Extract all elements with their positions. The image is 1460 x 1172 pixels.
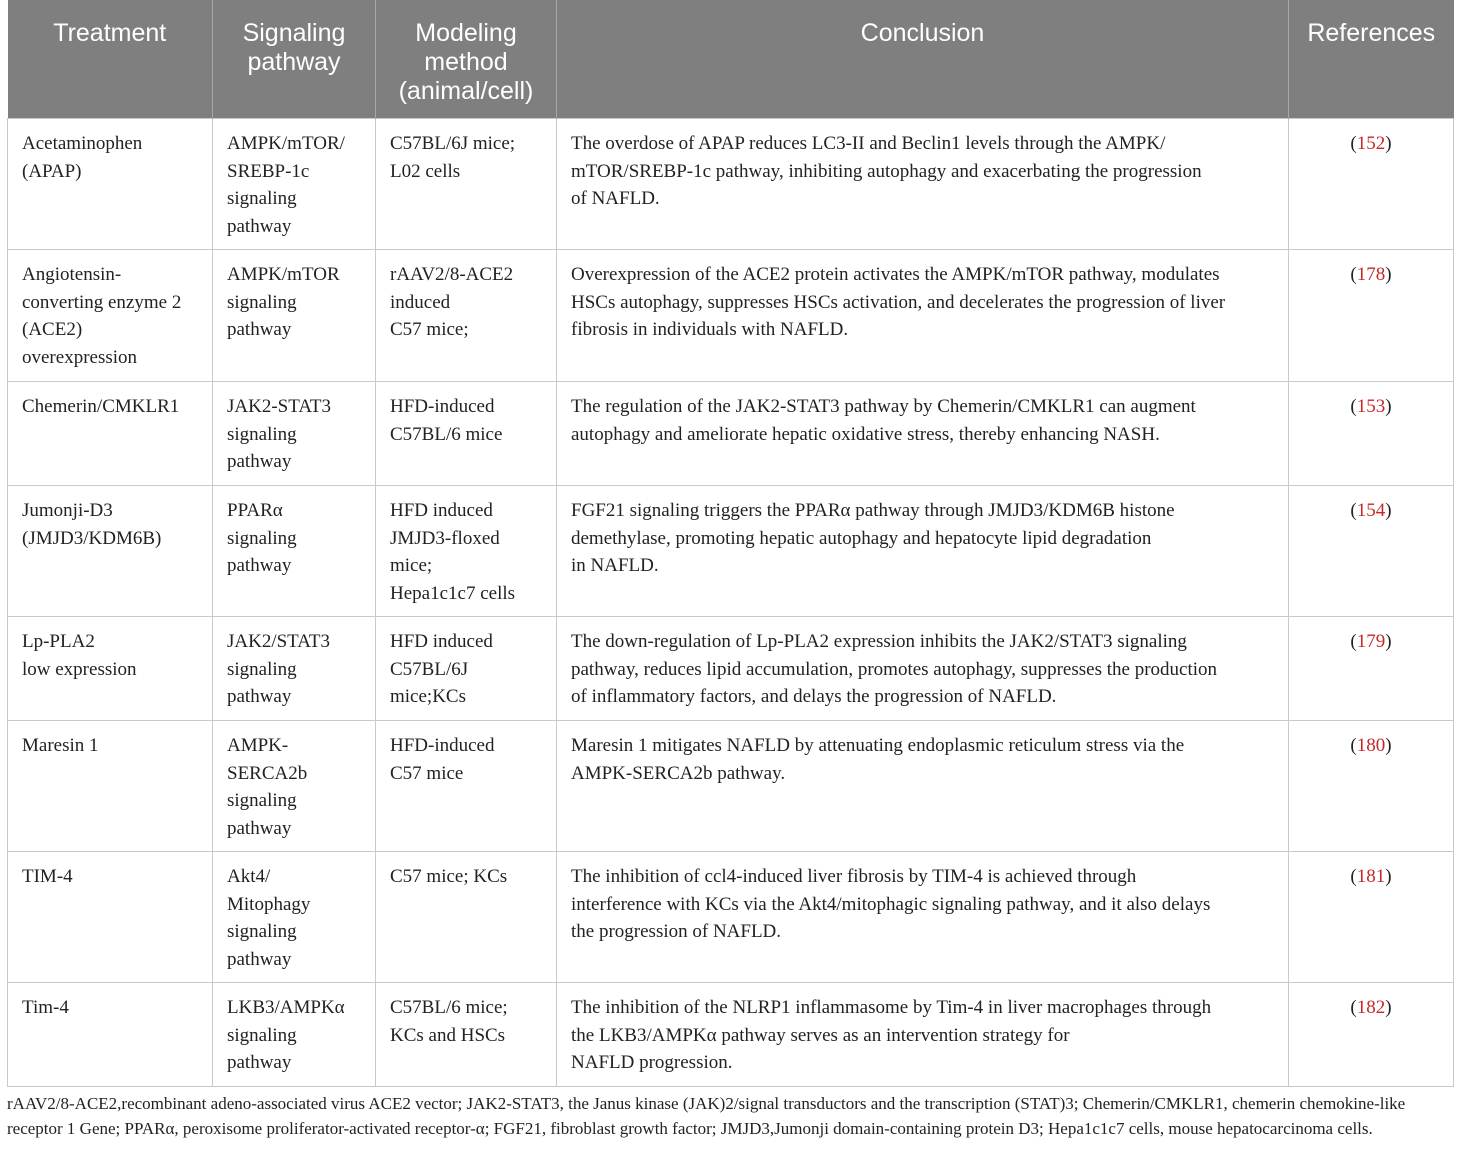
cell-line: AMPK-SERCA2b pathway. [571, 762, 786, 784]
model-cell [376, 250, 557, 382]
reference-cell: (153) [1289, 382, 1454, 486]
treatment-cell [8, 983, 213, 1087]
cell-line: JAK2/STAT3 [227, 631, 330, 652]
cell-line: Hepa1c1c7 cells [390, 583, 516, 605]
table-row [8, 382, 1454, 486]
conclusion-cell [557, 250, 1289, 382]
reference-cell: (154) [1289, 486, 1454, 617]
cell-line: JAK2-STAT3 [227, 396, 332, 417]
cell-line: HFD induced [390, 500, 493, 521]
cell-line: autophagy and ameliorate hepatic oxidative stress, thereby enhancing NASH. [571, 423, 1160, 445]
cell-line: C57BL/6 mice; [390, 997, 508, 1018]
cell-line: pathway [227, 216, 292, 238]
cell-line: Tim-4 [22, 997, 69, 1018]
table-row [8, 486, 1454, 617]
cell-line: the LKB3/AMPKα pathway serves as an intervention strategy for [571, 1024, 1070, 1046]
model-cell [376, 382, 557, 486]
reference-link[interactable]: 181 [1356, 866, 1386, 887]
pathway-cell [213, 486, 376, 617]
treatment-cell [8, 382, 213, 486]
data-table [7, 0, 1454, 1087]
cell-line: pathway [227, 451, 292, 473]
cell-line: pathway [227, 686, 292, 708]
table-body [8, 119, 1454, 1087]
reference-cell: (182) [1289, 983, 1454, 1087]
header-conclusion: Conclusion [557, 0, 1289, 119]
cell-line: The down-regulation of Lp-PLA2 expression inhibits the JAK2/STAT3 signaling [571, 631, 1187, 652]
cell-line: pathway [227, 818, 292, 840]
treatment-cell [8, 486, 213, 617]
cell-line: The overdose of APAP reduces LC3-II and Beclin1 levels through the AMPK/ [571, 133, 1166, 154]
pathway-cell [213, 382, 376, 486]
model-cell [376, 852, 557, 983]
pathway-cell [213, 983, 376, 1087]
model-cell [376, 617, 557, 721]
treatment-cell [8, 721, 213, 852]
cell-line: Maresin 1 mitigates NAFLD by attenuating endoplasmic reticulum stress via the [571, 735, 1185, 756]
cell-line: PPARα [227, 500, 283, 521]
cell-line: (APAP) [22, 160, 82, 182]
cell-line: C57BL/6 mice [390, 423, 503, 445]
cell-line: signaling [227, 1024, 297, 1046]
header-treatment: Treatment [8, 0, 213, 119]
cell-line: HFD-induced [390, 396, 495, 417]
cell-line: pathway [227, 949, 292, 971]
cell-line: KCs and HSCs [390, 1024, 506, 1046]
cell-line: SERCA2b [227, 762, 308, 784]
table-row [8, 721, 1454, 852]
pathway-cell [213, 852, 376, 983]
conclusion-cell [557, 617, 1289, 721]
cell-line: pathway [227, 1052, 292, 1074]
cell-line: Maresin 1 [22, 735, 99, 756]
cell-line: mice;KCs [390, 686, 466, 708]
header-signaling-pathway: Signaling pathway [213, 0, 376, 119]
reference-cell: (180) [1289, 721, 1454, 852]
cell-line: Jumonji-D3 [22, 500, 113, 521]
reference-link[interactable]: 152 [1356, 133, 1386, 154]
table-row [8, 617, 1454, 721]
cell-line: HFD induced [390, 631, 493, 652]
cell-line: mice; [390, 555, 433, 577]
reference-link[interactable]: 154 [1356, 500, 1386, 521]
cell-line: C57BL/6J [390, 658, 469, 680]
cell-line: Mitophagy [227, 893, 311, 915]
cell-line: pathway, reduces lipid accumulation, promotes autophagy, suppresses the production [571, 658, 1218, 680]
treatment-cell [8, 852, 213, 983]
cell-line: overexpression [22, 347, 138, 369]
cell-line: pathway [227, 555, 292, 577]
cell-line: converting enzyme 2 [22, 291, 182, 313]
table-row [8, 983, 1454, 1087]
cell-line: JMJD3-floxed [390, 527, 500, 549]
cell-line: Angiotensin- [22, 264, 122, 285]
cell-line: The inhibition of ccl4-induced liver fibrosis by TIM-4 is achieved through [571, 866, 1137, 887]
reference-link[interactable]: 180 [1356, 735, 1386, 756]
model-cell [376, 721, 557, 852]
conclusion-cell [557, 983, 1289, 1087]
cell-line: L02 cells [390, 160, 461, 182]
cell-line: FGF21 signaling triggers the PPARα pathway through JMJD3/KDM6B histone [571, 500, 1175, 521]
conclusion-cell [557, 119, 1289, 250]
model-cell [376, 486, 557, 617]
cell-line: signaling [227, 527, 297, 549]
pathway-cell [213, 250, 376, 382]
table-row [8, 250, 1454, 382]
cell-line: Akt4/ [227, 866, 271, 887]
cell-line: SREBP-1c [227, 160, 310, 182]
cell-line: (JMJD3/KDM6B) [22, 527, 162, 549]
reference-cell: (179) [1289, 617, 1454, 721]
cell-line: HFD-induced [390, 735, 495, 756]
header-modeling-method: Modeling method (animal/cell) [376, 0, 557, 119]
cell-line: signaling [227, 921, 297, 943]
reference-cell: (178) [1289, 250, 1454, 382]
table-footnote: rAAV2/8-ACE2,recombinant adeno-associated virus ACE2 vector; JAK2-STAT3, the Janus kinase (JAK)2/signal transductors and the transcription (STAT)3; Chemerin/CMKLR1, chemerin chemokine-like receptor 1 Gene; PPARα, peroxisome proliferator-activated receptor-α; FGF21, fibroblast growth factor; JMJD3,Jumonji domain-containing protein D3; Hepa1c1c7 cells, mouse hepatocarcinoma cells. [7, 1094, 1406, 1138]
table-container [7, 0, 1453, 1087]
cell-line: interference with KCs via the Akt4/mitophagic signaling pathway, and it also delays [571, 893, 1211, 915]
cell-line: AMPK- [227, 735, 289, 756]
cell-line: AMPK/mTOR/ [227, 133, 345, 154]
cell-line: signaling [227, 658, 297, 680]
cell-line: fibrosis in individuals with NAFLD. [571, 319, 849, 341]
cell-line: The regulation of the JAK2-STAT3 pathway by Chemerin/CMKLR1 can augment [571, 396, 1196, 417]
cell-line: NAFLD progression. [571, 1052, 733, 1074]
pathway-cell [213, 119, 376, 250]
cell-line: C57BL/6J mice; [390, 133, 516, 154]
cell-line: AMPK/mTOR [227, 264, 340, 285]
cell-line: mTOR/SREBP-1c pathway, inhibiting autophagy and exacerbating the progression [571, 160, 1202, 182]
reference-link[interactable]: 178 [1356, 264, 1386, 285]
conclusion-cell [557, 382, 1289, 486]
reference-cell: (181) [1289, 852, 1454, 983]
table-header [8, 0, 1454, 119]
cell-line: TIM-4 [22, 866, 73, 887]
cell-line: signaling [227, 188, 297, 210]
cell-line: induced [390, 291, 451, 313]
cell-line: C57 mice; [390, 319, 469, 341]
cell-line: Chemerin/CMKLR1 [22, 396, 180, 417]
cell-line: in NAFLD. [571, 555, 659, 577]
conclusion-cell [557, 852, 1289, 983]
treatment-cell [8, 119, 213, 250]
cell-line: pathway [227, 319, 292, 341]
cell-line: signaling [227, 790, 297, 812]
header-references: References [1289, 0, 1454, 119]
reference-link[interactable]: 153 [1356, 396, 1386, 417]
model-cell [376, 983, 557, 1087]
reference-link[interactable]: 179 [1356, 631, 1386, 652]
model-cell [376, 119, 557, 250]
conclusion-cell [557, 486, 1289, 617]
cell-line: (ACE2) [22, 319, 83, 341]
cell-line: signaling [227, 291, 297, 313]
cell-line: C57 mice [390, 762, 464, 784]
cell-line: Lp-PLA2 [22, 631, 95, 652]
cell-line: low expression [22, 658, 137, 680]
pathway-cell [213, 617, 376, 721]
treatment-cell [8, 617, 213, 721]
table-row [8, 852, 1454, 983]
cell-line: rAAV2/8-ACE2 [390, 264, 514, 285]
cell-line: of NAFLD. [571, 188, 660, 210]
conclusion-cell [557, 721, 1289, 852]
treatment-cell [8, 250, 213, 382]
cell-line: Acetaminophen [22, 133, 143, 154]
cell-line: C57 mice; KCs [390, 866, 508, 887]
cell-line: Overexpression of the ACE2 protein activates the AMPK/mTOR pathway, modulates [571, 264, 1220, 285]
reference-cell: (152) [1289, 119, 1454, 250]
table-row [8, 119, 1454, 250]
reference-link[interactable]: 182 [1356, 997, 1386, 1018]
cell-line: of inflammatory factors, and delays the progression of NAFLD. [571, 686, 1057, 708]
cell-line: demethylase, promoting hepatic autophagy and hepatocyte lipid degradation [571, 527, 1152, 549]
cell-line: the progression of NAFLD. [571, 921, 782, 943]
cell-line: LKB3/AMPKα [227, 997, 345, 1018]
cell-line: The inhibition of the NLRP1 inflammasome by Tim-4 in liver macrophages through [571, 997, 1212, 1018]
cell-line: HSCs autophagy, suppresses HSCs activation, and decelerates the progression of liver [571, 291, 1226, 313]
cell-line: signaling [227, 423, 297, 445]
pathway-cell [213, 721, 376, 852]
